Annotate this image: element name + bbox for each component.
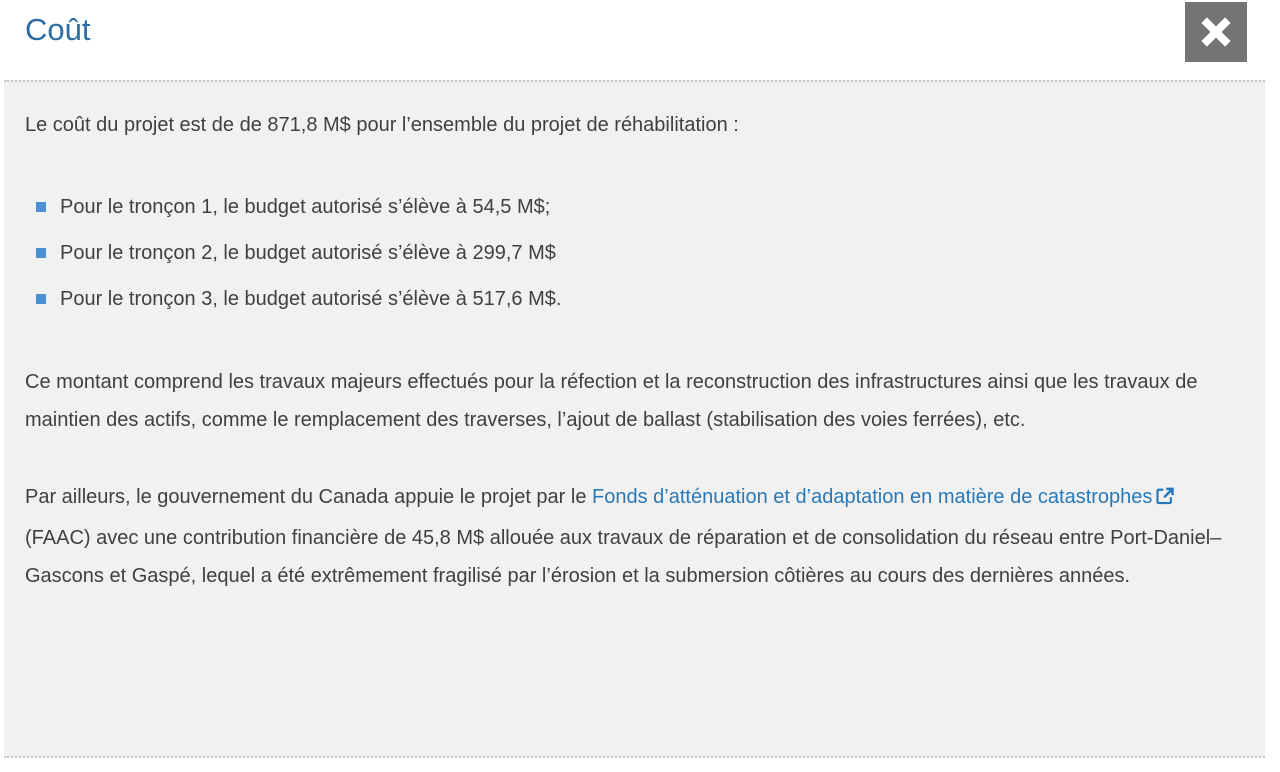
page-title: Coût	[25, 12, 91, 47]
list-item-troncon-3	[36, 280, 1241, 318]
modal-header	[0, 0, 1280, 80]
close-button[interactable]	[1185, 2, 1247, 62]
modal-body	[4, 80, 1265, 758]
federal-text-before-link: Par ailleurs, le gouvernement du Canada appuie le projet par le	[25, 486, 593, 508]
list-item-troncon-1	[36, 188, 1241, 226]
list-item-label: Pour le tronçon 1, le budget autorisé s’élève à 54,5 M$;	[60, 196, 551, 218]
square-bullet-icon	[36, 294, 46, 304]
list-item-label: Pour le tronçon 2, le budget autorisé s’élève à 299,7 M$	[60, 242, 556, 264]
faac-link[interactable]: Fonds d’atténuation et d’adaptation en matière de catastrophes	[592, 486, 1153, 508]
list-item-label: Pour le tronçon 3, le budget autorisé s’élève à 517,6 M$.	[60, 288, 562, 310]
maintenance-paragraph: Ce montant comprend les travaux majeurs effectués pour la réfection et la reconstruction des infrastructures ainsi que les travaux de maintien des actifs, comme le remplacement des traverses, l’ajout de ballast (stabilisation des voies ferrées), etc.	[25, 371, 1198, 431]
federal-text-after-link: (FAAC) avec une contribution financière de 45,8 M$ allouée aux travaux de réparation et de consolidation du réseau entre Port-Daniel–Gascons et Gaspé, lequel a été extrêmement fragilisé par l’érosion et la submersion côtières au cours des dernières années.	[25, 527, 1222, 587]
close-x-icon	[1198, 14, 1234, 50]
external-link-icon	[1155, 481, 1175, 519]
square-bullet-icon	[36, 248, 46, 258]
list-item-troncon-2	[36, 234, 1241, 272]
square-bullet-icon	[36, 202, 46, 212]
intro-paragraph: Le coût du projet est de de 871,8 M$ pour l’ensemble du projet de réhabilitation :	[25, 114, 739, 136]
federal-funding-paragraph	[25, 478, 1241, 595]
budget-list	[25, 188, 1241, 318]
